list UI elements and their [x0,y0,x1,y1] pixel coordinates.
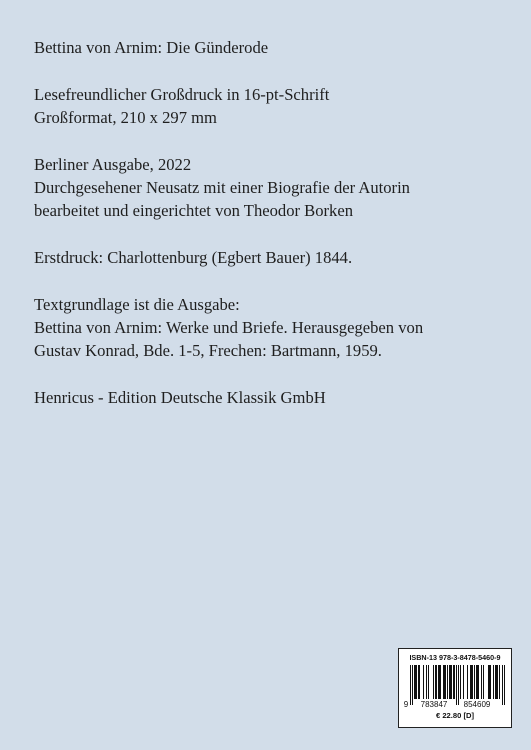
first-print-line: Erstdruck: Charlottenburg (Egbert Bauer) 1844. [34,248,353,267]
barcode-bar [496,665,497,699]
barcode-bar [436,665,437,699]
barcode-bar [415,665,416,699]
barcode-bar [470,665,471,699]
barcode-bar [438,665,439,699]
publisher-line: Henricus - Edition Deutsche Klassik GmbH [34,388,326,407]
barcode-right-digits: 854609 [463,700,491,709]
source-line-1: Textgrundlage ist die Ausgabe: [34,295,240,314]
barcode-bar [499,665,500,699]
barcode-bar [454,665,455,699]
source-line-3: Gustav Konrad, Bde. 1-5, Frechen: Bartmann, 1959. [34,341,382,360]
barcode-bar [497,665,498,699]
barcode-bar [481,665,482,699]
barcode-bar [483,665,484,699]
barcode-bar [472,665,473,699]
barcode-bar [447,665,448,699]
barcode-bar [428,665,429,699]
first-print-block [34,246,514,269]
edition-line-1: Berliner Ausgabe, 2022 [34,155,192,174]
barcode-left-digits: 783847 [420,700,448,709]
barcode-bar [414,665,415,699]
edition-block [34,153,514,222]
barcode-bar [476,665,477,699]
barcode-bar [423,665,424,699]
isbn-label: ISBN-13 978-3-8478-5460-9 [409,653,501,662]
edition-line-3: bearbeitet und eingerichtet von Theodor Borken [34,201,354,220]
format-line-2: Großformat, 210 x 297 mm [34,108,217,127]
source-line-2: Bettina von Arnim: Werke und Briefe. Herausgegeben von [34,318,424,337]
barcode-bar [478,665,479,699]
ean-barcode [403,665,507,709]
barcode-bar [489,665,490,699]
barcode-bar [504,665,505,705]
barcode-bar [416,665,417,699]
source-block [34,293,514,362]
barcode-bar [412,665,413,705]
barcode-bar [467,665,468,699]
barcode-bar [495,665,496,699]
barcode-bar [488,665,489,699]
barcode-bar [502,665,503,705]
barcode-bar [477,665,478,699]
barcode-lead-digit: 9 [403,700,409,709]
book-title-line: Bettina von Arnim: Die Günderode [34,38,269,57]
publisher-block [34,386,514,409]
barcode-bar [458,665,459,705]
barcode-bar [493,665,494,699]
barcode-bar [449,665,450,699]
barcode-bar [419,665,420,699]
barcode-bar [463,665,464,699]
format-block [34,83,514,129]
barcode-bar [471,665,472,699]
barcode-bar [443,665,444,699]
barcode-bar [456,665,457,705]
barcode-bar [450,665,451,699]
barcode-bar [433,665,434,699]
barcode-bar [410,665,411,705]
barcode-bar [474,665,475,699]
barcode-bar [440,665,441,699]
imprint-text [34,36,514,433]
barcode-bar [451,665,452,699]
barcode-bar [445,665,446,699]
price-label: € 22.80 [D] [436,711,474,720]
edition-line-2: Durchgesehener Neusatz mit einer Biografie der Autorin [34,178,410,197]
barcode-bar [439,665,440,699]
barcode-bar [426,665,427,699]
barcode-bar [418,665,419,699]
barcode-bar [460,665,461,699]
barcode-bar [444,665,445,699]
title-block [34,36,514,59]
barcode-label [398,648,512,728]
format-line-1: Lesefreundlicher Großdruck in 16-pt-Schrift [34,85,330,104]
barcode-bar [490,665,491,699]
barcode-bar [435,665,436,699]
barcode-bar [453,665,454,699]
